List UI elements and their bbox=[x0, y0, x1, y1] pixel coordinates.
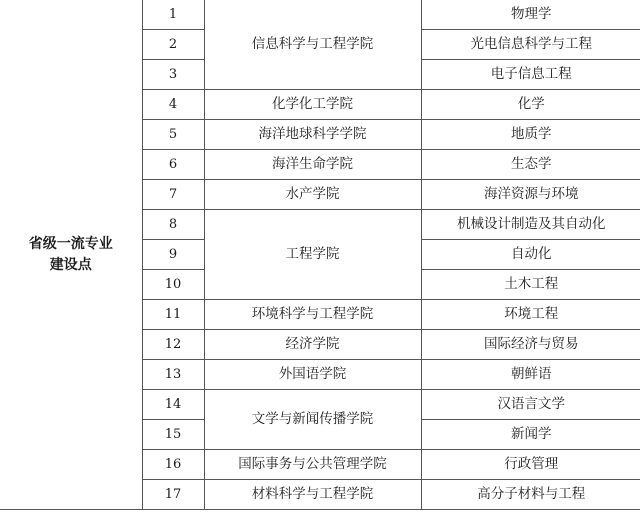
major-name: 新闻学 bbox=[421, 420, 640, 450]
major-name: 环境工程 bbox=[421, 300, 640, 330]
college-name: 文学与新闻传播学院 bbox=[204, 390, 421, 450]
major-name: 高分子材料与工程 bbox=[421, 480, 640, 510]
college-name: 国际事务与公共管理学院 bbox=[204, 450, 421, 480]
row-number: 15 bbox=[142, 420, 204, 450]
row-number: 6 bbox=[142, 150, 204, 180]
row-number: 2 bbox=[142, 30, 204, 60]
major-name: 国际经济与贸易 bbox=[421, 330, 640, 360]
major-name: 光电信息科学与工程 bbox=[421, 30, 640, 60]
row-number: 3 bbox=[142, 60, 204, 90]
category-label-line1: 省级一流专业 bbox=[28, 235, 113, 252]
row-number: 17 bbox=[142, 480, 204, 510]
college-name: 外国语学院 bbox=[204, 360, 421, 390]
major-name: 地质学 bbox=[421, 120, 640, 150]
college-name: 海洋地球科学学院 bbox=[204, 120, 421, 150]
major-name: 汉语言文学 bbox=[421, 390, 640, 420]
college-name: 材料科学与工程学院 bbox=[204, 480, 421, 510]
major-name: 机械设计制造及其自动化 bbox=[421, 210, 640, 240]
category-cell bbox=[0, 0, 142, 510]
major-name: 海洋资源与环境 bbox=[421, 180, 640, 210]
row-number: 4 bbox=[142, 90, 204, 120]
college-name: 工程学院 bbox=[204, 210, 421, 300]
row-number: 14 bbox=[142, 390, 204, 420]
major-name: 生态学 bbox=[421, 150, 640, 180]
major-name: 化学 bbox=[421, 90, 640, 120]
row-number: 5 bbox=[142, 120, 204, 150]
major-name: 物理学 bbox=[421, 0, 640, 30]
row-number: 8 bbox=[142, 210, 204, 240]
major-name: 自动化 bbox=[421, 240, 640, 270]
row-number: 12 bbox=[142, 330, 204, 360]
row-number: 7 bbox=[142, 180, 204, 210]
table-row bbox=[0, 0, 640, 30]
row-number: 16 bbox=[142, 450, 204, 480]
major-name: 电子信息工程 bbox=[421, 60, 640, 90]
major-name: 朝鲜语 bbox=[421, 360, 640, 390]
college-name: 化学化工学院 bbox=[204, 90, 421, 120]
row-number: 13 bbox=[142, 360, 204, 390]
row-number: 11 bbox=[142, 300, 204, 330]
college-name: 信息科学与工程学院 bbox=[204, 0, 421, 90]
major-name: 行政管理 bbox=[421, 450, 640, 480]
college-name: 环境科学与工程学院 bbox=[204, 300, 421, 330]
row-number: 1 bbox=[142, 0, 204, 30]
row-number: 9 bbox=[142, 240, 204, 270]
major-name: 土木工程 bbox=[421, 270, 640, 300]
college-name: 水产学院 bbox=[204, 180, 421, 210]
row-number: 10 bbox=[142, 270, 204, 300]
college-name: 经济学院 bbox=[204, 330, 421, 360]
category-label-line2: 建设点 bbox=[49, 256, 92, 273]
college-name: 海洋生命学院 bbox=[204, 150, 421, 180]
